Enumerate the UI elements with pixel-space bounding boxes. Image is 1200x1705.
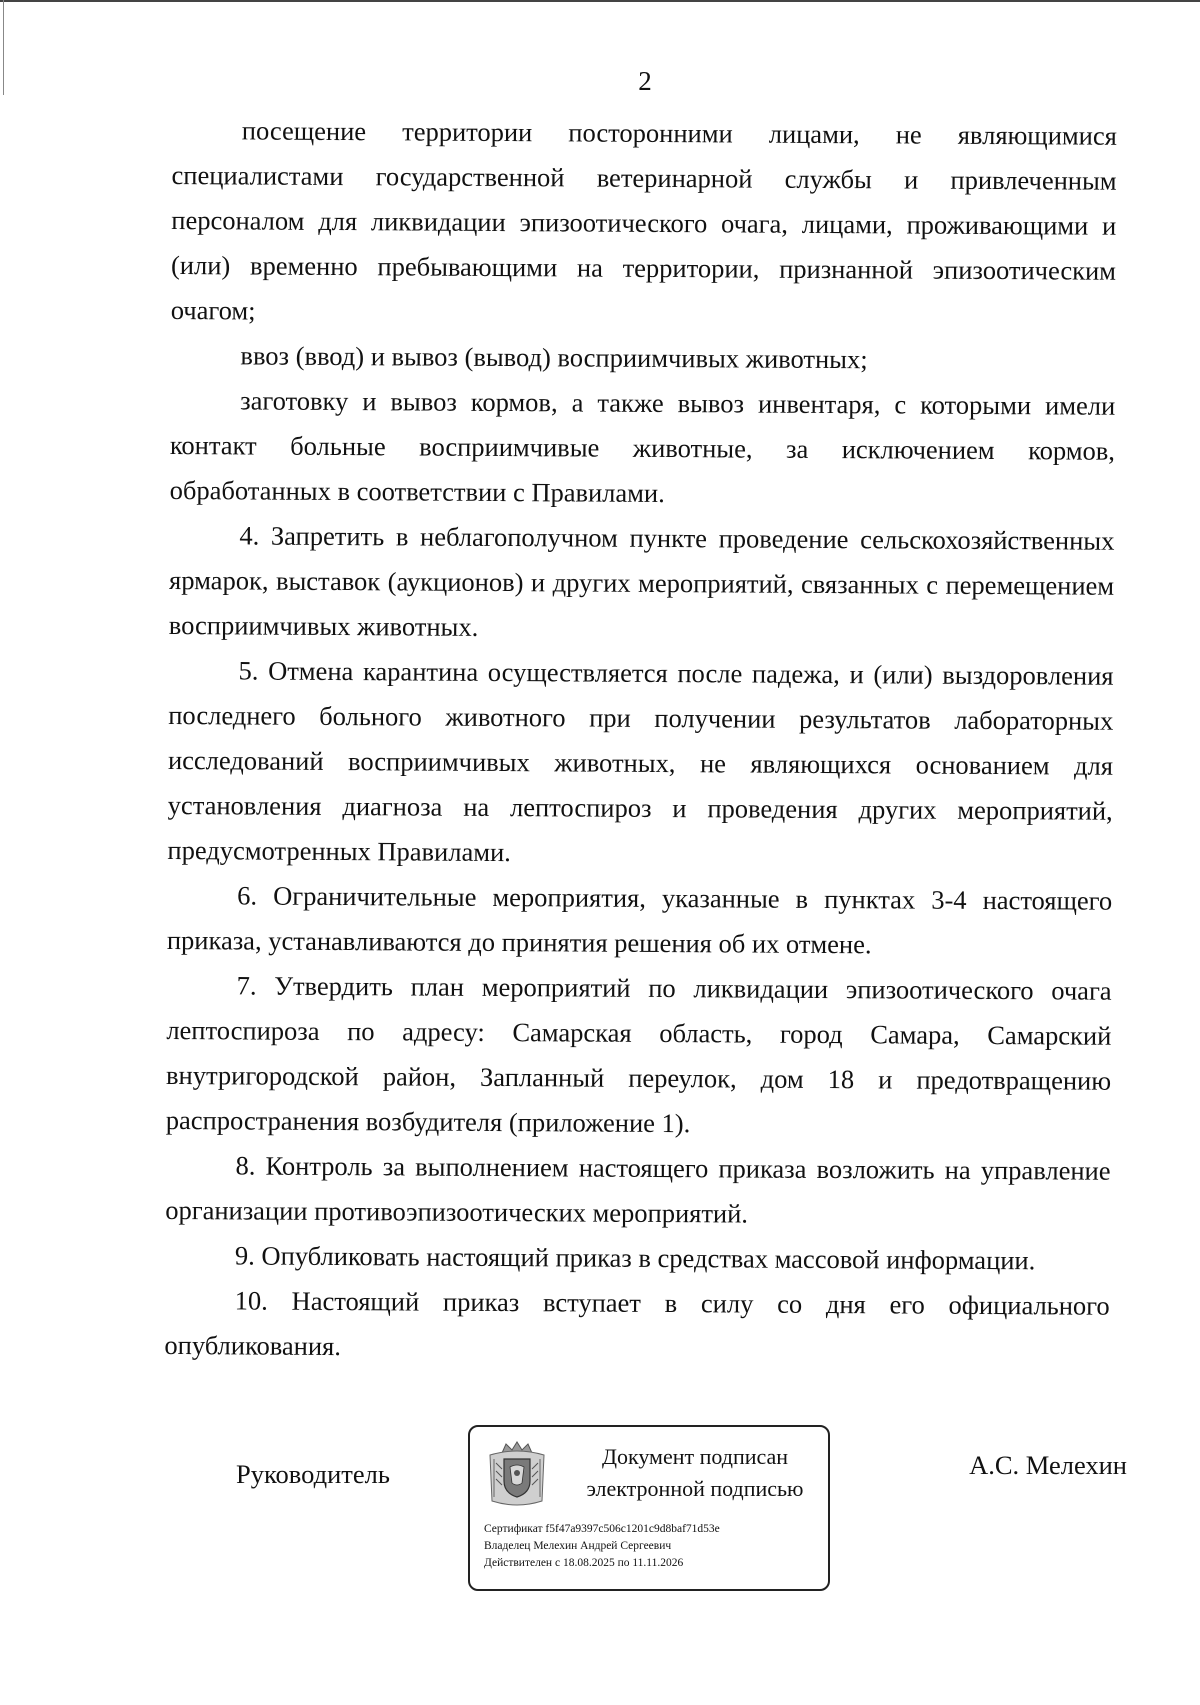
paragraph-item-8: 8. Контроль за выполнением настоящего приказа возложить на управление организации противоэпизоотических мероприятий. bbox=[165, 1150, 1111, 1229]
coat-of-arms-icon bbox=[486, 1439, 548, 1509]
stamp-certificate: Сертификат f5f47a9397c506c1201c9d8baf71d53e bbox=[484, 1523, 720, 1535]
stamp-owner: Владелец Мелехин Андрей Сергеевич bbox=[484, 1540, 672, 1552]
stamp-heading bbox=[570, 1441, 820, 1505]
paragraph-3: заготовку и вывоз кормов, а также вывоз инвентаря, с которыми имели контакт больные восприимчивые животные, за исключением кормов, обработанных в соответствии с Правилами. bbox=[169, 385, 1116, 509]
stamp-heading-line-2: электронной подписью bbox=[586, 1476, 804, 1501]
electronic-signature-stamp bbox=[468, 1425, 830, 1591]
document-body bbox=[164, 108, 1117, 1374]
paragraph-item-4: 4. Запретить в неблагополучном пункте проведение сельскохозяйственных ярмарок, выставок (аукционов) и других мероприятий, связанных с перемещением восприимчивых животных. bbox=[168, 520, 1115, 642]
signer-title: Руководитель bbox=[236, 1459, 390, 1489]
paragraph-1: посещение территории посторонними лицами, не являющимися специалистами государственной ветеринарной службы и привлеченным персоналом для ликвидации эпизоотического очага, лицами, проживающими и (или) временно пребывающими на территории, признанной эпизоотическим очагом; bbox=[170, 115, 1117, 326]
paragraph-item-5: 5. Отмена карантина осуществляется после падежа, и (или) выздоровления последнего больного животного при получении результатов лабораторных исследований восприимчивых животных, не являющихся основанием для установления диагноза на лептоспироз и проведения других мероприятий, предусмотренных Правилами. bbox=[167, 655, 1114, 868]
paragraph-2: ввоз (ввод) и вывоз (вывод) восприимчивых животных; bbox=[240, 340, 868, 375]
paragraph-item-6: 6. Ограничительные мероприятия, указанные в пунктах 3-4 настоящего приказа, устанавливаются до принятия решения об их отмене. bbox=[166, 880, 1113, 960]
stamp-heading-line-1: Документ подписан bbox=[601, 1444, 789, 1469]
scan-edge-top bbox=[0, 0, 1200, 2]
paragraph-item-7: 7. Утвердить план мероприятий по ликвидации эпизоотического очага лептоспироза по адресу: Самарская область, город Самара, Самарский внутригородской район, Запланный переулок, дом 18 и предотвращению распространения возбудителя (приложение 1). bbox=[165, 970, 1112, 1139]
paragraph-item-10: 10. Настоящий приказ вступает в силу со дня его официального опубликования. bbox=[164, 1285, 1110, 1362]
signature-block bbox=[172, 1425, 1127, 1605]
page-number: 2 bbox=[638, 66, 652, 96]
paragraph-item-9: 9. Опубликовать настоящий приказ в средствах массовой информации. bbox=[234, 1240, 1036, 1276]
signer-name: А.С. Мелехин bbox=[969, 1450, 1127, 1480]
stamp-validity: Действителен с 18.08.2025 по 11.11.2026 bbox=[484, 1557, 684, 1569]
